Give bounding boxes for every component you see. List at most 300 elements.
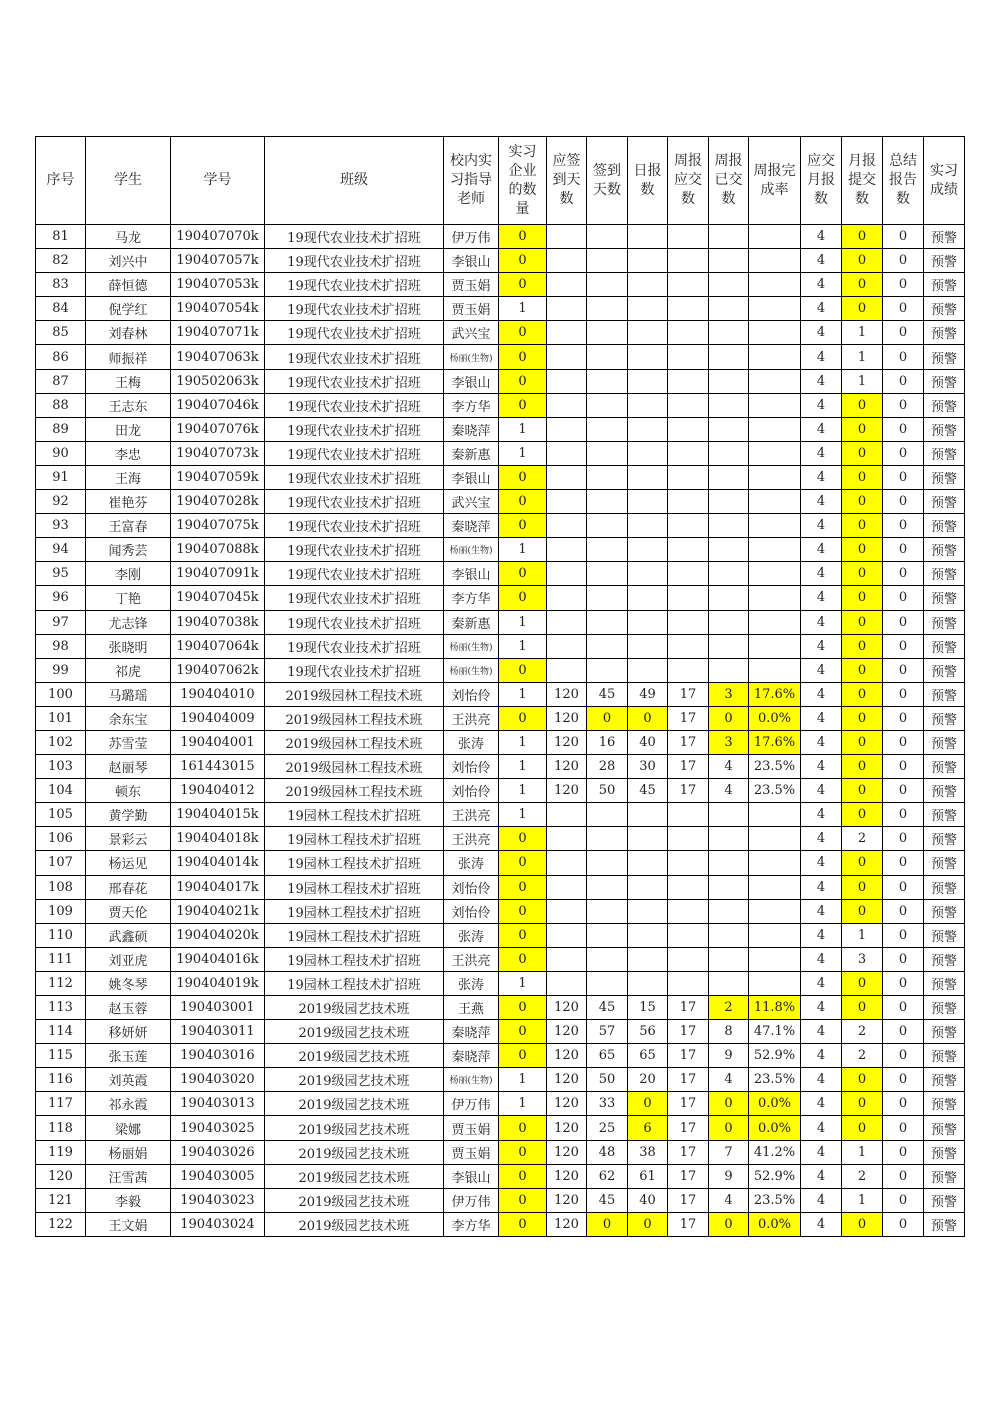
table-cell: 马璐瑶 <box>86 682 171 706</box>
column-header: 周报 应交 数 <box>668 137 709 225</box>
table-cell <box>668 538 709 562</box>
table-cell <box>547 369 587 393</box>
table-cell: 预警 <box>924 225 965 249</box>
table-cell: 4 <box>801 996 842 1020</box>
table-cell: 19现代农业技术扩招班 <box>265 273 444 297</box>
table-cell: 0 <box>499 514 547 538</box>
table-cell <box>709 465 749 489</box>
table-row <box>36 996 965 1020</box>
table-cell <box>749 538 801 562</box>
table-cell: 15 <box>628 996 668 1020</box>
table-cell <box>628 417 668 441</box>
table-cell: 0 <box>499 1212 547 1236</box>
table-cell: 0 <box>883 1068 924 1092</box>
table-cell <box>749 345 801 369</box>
table-cell: 4 <box>801 393 842 417</box>
table-cell <box>628 249 668 273</box>
table-cell <box>709 514 749 538</box>
table-cell <box>709 658 749 682</box>
table-cell: 190407053k <box>171 273 265 297</box>
table-cell: 武鑫硕 <box>86 923 171 947</box>
table-cell: 190407057k <box>171 249 265 273</box>
table-cell: 118 <box>36 1116 86 1140</box>
table-cell: 4 <box>801 249 842 273</box>
table-cell: 120 <box>547 1164 587 1188</box>
table-cell: 16 <box>587 730 628 754</box>
table-body <box>36 225 965 1237</box>
table-cell: 190403013 <box>171 1092 265 1116</box>
table-cell: 刘怡伶 <box>444 755 499 779</box>
table-cell: 0 <box>709 1116 749 1140</box>
table-cell: 0 <box>842 490 883 514</box>
table-cell: 秦新惠 <box>444 441 499 465</box>
table-cell: 0 <box>499 465 547 489</box>
table-cell: 李刚 <box>86 562 171 586</box>
table-cell <box>547 417 587 441</box>
table-row <box>36 899 965 923</box>
table-cell: 4 <box>801 441 842 465</box>
table-cell <box>668 297 709 321</box>
table-cell: 84 <box>36 297 86 321</box>
table-cell: 崔艳芬 <box>86 490 171 514</box>
table-cell <box>587 586 628 610</box>
table-cell <box>749 249 801 273</box>
table-cell: 2019级园林工程技术班 <box>265 779 444 803</box>
table-cell <box>709 923 749 947</box>
table-cell: 1 <box>842 345 883 369</box>
table-cell: 19园林工程技术扩招班 <box>265 803 444 827</box>
table-cell: 田龙 <box>86 417 171 441</box>
table-cell: 4 <box>801 345 842 369</box>
table-cell: 1 <box>842 321 883 345</box>
table-cell: 0 <box>883 947 924 971</box>
table-cell: 4 <box>801 273 842 297</box>
table-cell <box>587 465 628 489</box>
table-cell: 0 <box>499 369 547 393</box>
table-cell: 1 <box>499 441 547 465</box>
table-row <box>36 706 965 730</box>
table-cell: 107 <box>36 851 86 875</box>
table-cell <box>709 417 749 441</box>
table-cell: 0 <box>842 393 883 417</box>
table-cell: 0 <box>883 803 924 827</box>
table-cell <box>749 971 801 995</box>
table-row <box>36 1212 965 1236</box>
table-cell: 预警 <box>924 1164 965 1188</box>
table-cell: 0 <box>499 1116 547 1140</box>
table-cell: 19现代农业技术扩招班 <box>265 249 444 273</box>
table-cell: 0 <box>842 538 883 562</box>
column-header: 签到 天数 <box>587 137 628 225</box>
table-cell: 预警 <box>924 971 965 995</box>
table-cell: 2 <box>842 1020 883 1044</box>
table-row <box>36 755 965 779</box>
table-cell: 0 <box>842 971 883 995</box>
table-cell: 0 <box>842 417 883 441</box>
table-cell <box>587 249 628 273</box>
table-cell: 0 <box>499 947 547 971</box>
table-cell: 96 <box>36 586 86 610</box>
table-cell: 姚冬琴 <box>86 971 171 995</box>
table-cell <box>668 803 709 827</box>
table-cell: 秦晓萍 <box>444 1044 499 1068</box>
table-cell: 2019级园艺技术班 <box>265 1164 444 1188</box>
table-cell <box>587 321 628 345</box>
table-cell: 李银山 <box>444 249 499 273</box>
table-cell: 17 <box>668 1164 709 1188</box>
table-cell: 2 <box>842 1044 883 1068</box>
table-cell: 190407075k <box>171 514 265 538</box>
table-cell: 17 <box>668 1140 709 1164</box>
table-cell: 38 <box>628 1140 668 1164</box>
table-row <box>36 273 965 297</box>
table-cell: 0 <box>883 1092 924 1116</box>
table-cell <box>587 634 628 658</box>
table-cell: 0 <box>499 1140 547 1164</box>
table-cell: 0 <box>883 658 924 682</box>
table-cell: 王梅 <box>86 369 171 393</box>
table-cell: 秦晓萍 <box>444 514 499 538</box>
table-cell: 王洪亮 <box>444 947 499 971</box>
table-cell: 56 <box>628 1020 668 1044</box>
table-cell: 预警 <box>924 875 965 899</box>
table-cell <box>668 562 709 586</box>
table-cell <box>749 273 801 297</box>
column-header: 班级 <box>265 137 444 225</box>
table-cell: 120 <box>547 779 587 803</box>
table-cell: 95 <box>36 562 86 586</box>
table-cell: 0 <box>499 923 547 947</box>
table-cell: 预警 <box>924 996 965 1020</box>
student-internship-table <box>35 136 965 1237</box>
table-cell: 4 <box>709 1188 749 1212</box>
column-header: 序号 <box>36 137 86 225</box>
table-cell <box>587 562 628 586</box>
table-cell <box>668 225 709 249</box>
table-cell: 190407046k <box>171 393 265 417</box>
table-cell: 99 <box>36 658 86 682</box>
table-cell: 1 <box>499 417 547 441</box>
table-cell: 4 <box>801 730 842 754</box>
table-cell: 4 <box>709 1068 749 1092</box>
table-cell: 122 <box>36 1212 86 1236</box>
table-cell: 120 <box>547 755 587 779</box>
table-cell: 33 <box>587 1092 628 1116</box>
table-cell: 4 <box>801 827 842 851</box>
table-cell <box>749 514 801 538</box>
table-cell: 预警 <box>924 441 965 465</box>
table-cell: 赵玉蓉 <box>86 996 171 1020</box>
table-cell <box>547 803 587 827</box>
table-cell: 1 <box>499 297 547 321</box>
table-cell <box>749 803 801 827</box>
table-cell: 王文娟 <box>86 1212 171 1236</box>
table-row <box>36 514 965 538</box>
table-row <box>36 779 965 803</box>
table-cell <box>628 851 668 875</box>
table-cell: 190404012 <box>171 779 265 803</box>
table-cell: 120 <box>547 706 587 730</box>
table-cell: 预警 <box>924 803 965 827</box>
table-cell <box>547 658 587 682</box>
table-cell: 0 <box>842 755 883 779</box>
table-cell: 0 <box>842 1212 883 1236</box>
table-cell: 2019级园艺技术班 <box>265 1020 444 1044</box>
table-cell: 2019级园林工程技术班 <box>265 755 444 779</box>
table-cell: 4 <box>801 899 842 923</box>
table-cell: 17 <box>668 1092 709 1116</box>
table-cell: 薛恒德 <box>86 273 171 297</box>
table-cell: 尤志锋 <box>86 610 171 634</box>
table-row <box>36 1116 965 1140</box>
table-cell <box>628 297 668 321</box>
table-cell: 4 <box>801 634 842 658</box>
table-row <box>36 947 965 971</box>
table-cell: 0.0% <box>749 706 801 730</box>
table-cell <box>587 441 628 465</box>
table-row <box>36 1140 965 1164</box>
table-cell: 刘怡伶 <box>444 899 499 923</box>
table-cell <box>628 273 668 297</box>
table-cell <box>709 297 749 321</box>
table-cell <box>628 321 668 345</box>
table-cell: 0 <box>883 345 924 369</box>
table-row <box>36 321 965 345</box>
table-cell: 85 <box>36 321 86 345</box>
table-cell: 0 <box>499 827 547 851</box>
table-cell: 0 <box>842 1068 883 1092</box>
table-cell: 4 <box>801 538 842 562</box>
table-cell: 杨丽(生物) <box>444 345 499 369</box>
table-cell: 190403024 <box>171 1212 265 1236</box>
table-cell: 0 <box>499 249 547 273</box>
table-cell: 1 <box>499 610 547 634</box>
table-cell: 19园林工程技术扩招班 <box>265 899 444 923</box>
table-cell: 4 <box>801 514 842 538</box>
table-cell: 47.1% <box>749 1020 801 1044</box>
table-cell: 19现代农业技术扩招班 <box>265 417 444 441</box>
table-cell: 97 <box>36 610 86 634</box>
table-cell <box>628 490 668 514</box>
table-cell: 0 <box>883 1044 924 1068</box>
table-cell: 1 <box>842 369 883 393</box>
table-cell <box>709 610 749 634</box>
table-cell: 115 <box>36 1044 86 1068</box>
table-cell: 2019级园艺技术班 <box>265 1188 444 1212</box>
table-cell: 张涛 <box>444 851 499 875</box>
table-row <box>36 610 965 634</box>
table-cell: 预警 <box>924 586 965 610</box>
table-cell <box>709 393 749 417</box>
table-cell: 0 <box>499 1044 547 1068</box>
table-row <box>36 490 965 514</box>
column-header: 日报 数 <box>628 137 668 225</box>
table-cell <box>587 417 628 441</box>
table-row <box>36 1044 965 1068</box>
table-cell: 0 <box>883 586 924 610</box>
table-cell <box>587 225 628 249</box>
table-cell: 1 <box>499 682 547 706</box>
table-cell: 4 <box>801 706 842 730</box>
table-cell: 1 <box>499 538 547 562</box>
table-cell: 65 <box>628 1044 668 1068</box>
table-cell: 王洪亮 <box>444 827 499 851</box>
table-cell: 41.2% <box>749 1140 801 1164</box>
table-cell: 112 <box>36 971 86 995</box>
table-cell: 2 <box>842 1164 883 1188</box>
table-cell: 0 <box>883 417 924 441</box>
table-cell: 杨运见 <box>86 851 171 875</box>
table-cell <box>587 875 628 899</box>
table-cell <box>709 562 749 586</box>
table-cell: 4 <box>801 321 842 345</box>
table-cell: 预警 <box>924 249 965 273</box>
table-cell: 0 <box>587 1212 628 1236</box>
table-cell: 190404010 <box>171 682 265 706</box>
table-cell: 190403011 <box>171 1020 265 1044</box>
table-cell: 23.5% <box>749 1068 801 1092</box>
table-cell: 刘亚虎 <box>86 947 171 971</box>
table-cell: 0 <box>709 706 749 730</box>
table-cell: 61 <box>628 1164 668 1188</box>
table-cell: 2019级园艺技术班 <box>265 1044 444 1068</box>
table-cell: 4 <box>801 369 842 393</box>
table-cell <box>547 538 587 562</box>
table-cell: 116 <box>36 1068 86 1092</box>
table-cell: 预警 <box>924 827 965 851</box>
table-cell: 王海 <box>86 465 171 489</box>
table-cell: 0 <box>883 273 924 297</box>
table-cell <box>628 586 668 610</box>
table-cell: 梁娜 <box>86 1116 171 1140</box>
table-cell: 赵丽琴 <box>86 755 171 779</box>
table-cell <box>587 490 628 514</box>
table-cell: 2019级园艺技术班 <box>265 1140 444 1164</box>
table-cell <box>628 345 668 369</box>
table-cell: 2 <box>842 827 883 851</box>
table-cell: 190407071k <box>171 321 265 345</box>
table-cell: 预警 <box>924 1044 965 1068</box>
table-cell: 20 <box>628 1068 668 1092</box>
table-cell: 预警 <box>924 1140 965 1164</box>
table-cell: 190407070k <box>171 225 265 249</box>
table-cell <box>547 610 587 634</box>
table-cell: 汪雪茜 <box>86 1164 171 1188</box>
table-cell: 0 <box>883 225 924 249</box>
table-cell: 杨丽娟 <box>86 1140 171 1164</box>
table-cell: 祁永霞 <box>86 1092 171 1116</box>
table-cell <box>547 249 587 273</box>
table-cell: 刘怡伶 <box>444 779 499 803</box>
table-cell: 张涛 <box>444 971 499 995</box>
table-cell: 190407076k <box>171 417 265 441</box>
table-row <box>36 971 965 995</box>
table-cell: 张晓明 <box>86 634 171 658</box>
table-cell: 武兴宝 <box>444 321 499 345</box>
table-cell: 预警 <box>924 634 965 658</box>
table-cell <box>668 971 709 995</box>
table-cell: 0 <box>883 923 924 947</box>
table-cell: 0 <box>842 682 883 706</box>
table-cell: 86 <box>36 345 86 369</box>
table-cell <box>709 586 749 610</box>
table-cell <box>709 851 749 875</box>
table-cell <box>547 875 587 899</box>
table-cell: 刘兴中 <box>86 249 171 273</box>
table-cell <box>628 225 668 249</box>
table-cell: 预警 <box>924 851 965 875</box>
column-header: 应交 月报 数 <box>801 137 842 225</box>
table-cell: 190404001 <box>171 730 265 754</box>
table-cell: 丁艳 <box>86 586 171 610</box>
table-cell: 120 <box>547 996 587 1020</box>
table-cell <box>668 923 709 947</box>
table-cell: 17.6% <box>749 730 801 754</box>
column-header: 周报 已交 数 <box>709 137 749 225</box>
table-cell: 0 <box>883 321 924 345</box>
table-cell <box>749 610 801 634</box>
table-cell <box>628 803 668 827</box>
table-cell <box>628 441 668 465</box>
table-cell: 秦新惠 <box>444 610 499 634</box>
table-cell: 0 <box>883 465 924 489</box>
table-cell: 刘春林 <box>86 321 171 345</box>
table-cell: 1 <box>499 779 547 803</box>
table-cell: 0 <box>883 827 924 851</box>
table-cell: 17 <box>668 779 709 803</box>
table-cell <box>587 538 628 562</box>
table-cell <box>749 297 801 321</box>
table-cell: 45 <box>587 682 628 706</box>
table-cell: 张玉莲 <box>86 1044 171 1068</box>
table-cell: 4 <box>709 779 749 803</box>
table-cell: 0 <box>709 1092 749 1116</box>
table-cell: 2019级园林工程技术班 <box>265 730 444 754</box>
table-cell <box>628 538 668 562</box>
table-cell: 4 <box>801 586 842 610</box>
table-cell: 109 <box>36 899 86 923</box>
header-row <box>36 137 965 225</box>
table-cell <box>628 610 668 634</box>
table-cell: 4 <box>801 297 842 321</box>
column-header: 应签 到天 数 <box>547 137 587 225</box>
table-cell: 王洪亮 <box>444 706 499 730</box>
table-cell: 19园林工程技术扩招班 <box>265 851 444 875</box>
table-cell: 111 <box>36 947 86 971</box>
table-cell <box>668 610 709 634</box>
table-row <box>36 875 965 899</box>
table-cell: 19现代农业技术扩招班 <box>265 441 444 465</box>
table-cell <box>749 827 801 851</box>
table-cell: 17 <box>668 996 709 1020</box>
table-cell: 0 <box>842 562 883 586</box>
table-cell: 3 <box>842 947 883 971</box>
table-cell <box>668 827 709 851</box>
table-cell: 0 <box>883 490 924 514</box>
table-cell: 0 <box>499 393 547 417</box>
table-cell: 114 <box>36 1020 86 1044</box>
table-cell: 190407073k <box>171 441 265 465</box>
table-cell: 19园林工程技术扩招班 <box>265 827 444 851</box>
column-header: 学号 <box>171 137 265 225</box>
table-cell <box>628 514 668 538</box>
table-cell: 120 <box>547 1140 587 1164</box>
table-cell: 王燕 <box>444 996 499 1020</box>
table-cell: 杨丽(生物) <box>444 658 499 682</box>
table-cell: 0 <box>883 514 924 538</box>
table-cell: 预警 <box>924 297 965 321</box>
table-cell: 120 <box>547 1068 587 1092</box>
